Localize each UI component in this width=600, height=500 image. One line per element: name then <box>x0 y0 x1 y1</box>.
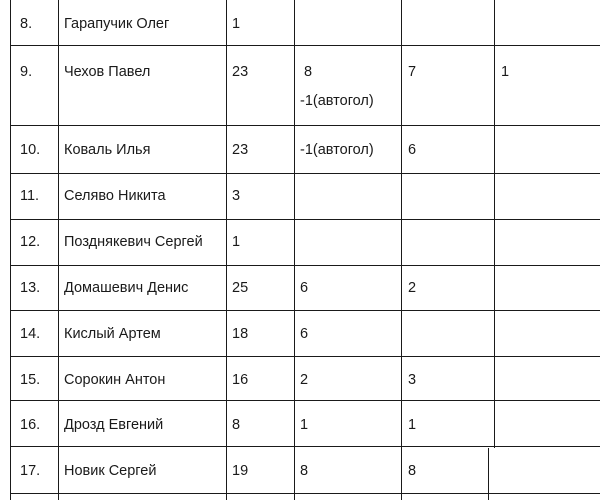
player-name-cell: Коваль Илья <box>64 142 151 158</box>
goals-cell-line: 1 <box>300 417 309 433</box>
player-name-cell: Сорокин Антон <box>64 372 166 388</box>
table-vertical-rule <box>401 0 402 500</box>
games-cell: 3 <box>232 188 241 204</box>
table-horizontal-rule <box>10 173 600 174</box>
table-horizontal-rule <box>10 265 600 266</box>
player-name-cell: Селяво Никита <box>64 188 166 204</box>
player-name-cell: Чехов Павел <box>64 64 151 80</box>
games-cell: 1 <box>232 16 241 32</box>
column-5-cell: 1 <box>408 417 417 433</box>
goals-cell-line: 2 <box>300 372 309 388</box>
table-horizontal-rule <box>10 45 600 46</box>
row-number-cell: 16. <box>20 417 41 433</box>
row-number-cell: 17. <box>20 463 41 479</box>
column-5-cell: 8 <box>408 463 417 479</box>
player-name-cell: Домашевич Денис <box>64 280 189 296</box>
games-cell: 18 <box>232 326 249 342</box>
table-horizontal-rule <box>10 400 600 401</box>
table-vertical-rule <box>10 0 11 500</box>
table-vertical-rule <box>58 0 59 500</box>
goals-cell-line: 6 <box>300 280 309 296</box>
row-number-cell: 10. <box>20 142 41 158</box>
row-number-cell: 9. <box>20 64 33 80</box>
player-name-cell: Кислый Артем <box>64 326 161 342</box>
table-horizontal-rule <box>10 356 600 357</box>
games-cell: 19 <box>232 463 249 479</box>
table-horizontal-rule <box>10 125 600 126</box>
row-number-cell: 15. <box>20 372 41 388</box>
goals-cell-line: 8 <box>300 463 309 479</box>
column-5-cell: 7 <box>408 64 417 80</box>
player-name-cell: Дрозд Евгений <box>64 417 164 433</box>
table-horizontal-rule <box>10 219 600 220</box>
games-cell: 8 <box>232 417 241 433</box>
goals-cell-line: 6 <box>300 326 309 342</box>
player-name-cell: Гарапучик Олег <box>64 16 170 32</box>
games-cell: 25 <box>232 280 249 296</box>
games-cell: 16 <box>232 372 249 388</box>
goals-cell-line: 8 <box>304 64 313 80</box>
table-vertical-rule <box>226 0 227 500</box>
column-5-cell: 3 <box>408 372 417 388</box>
row-number-cell: 11. <box>20 188 40 204</box>
row-number-cell: 8. <box>20 16 33 32</box>
row-number-cell: 12. <box>20 234 41 250</box>
row-number-cell: 14. <box>20 326 41 342</box>
table-horizontal-rule <box>10 310 600 311</box>
column-5-cell: 2 <box>408 280 417 296</box>
table-vertical-rule <box>494 0 495 448</box>
table-vertical-rule <box>294 0 295 500</box>
row-number-cell: 13. <box>20 280 41 296</box>
games-cell: 23 <box>232 64 249 80</box>
column-6-cell: 1 <box>501 64 510 80</box>
games-cell: 1 <box>232 234 241 250</box>
player-name-cell: Позднякевич Сергей <box>64 234 203 250</box>
games-cell: 23 <box>232 142 249 158</box>
goals-cell-line: -1(автогол) <box>300 93 374 109</box>
goals-cell-line: -1(автогол) <box>300 142 374 158</box>
table-horizontal-rule <box>10 446 600 447</box>
table-horizontal-rule <box>10 493 600 494</box>
column-5-cell: 6 <box>408 142 417 158</box>
player-name-cell: Новик Сергей <box>64 463 157 479</box>
